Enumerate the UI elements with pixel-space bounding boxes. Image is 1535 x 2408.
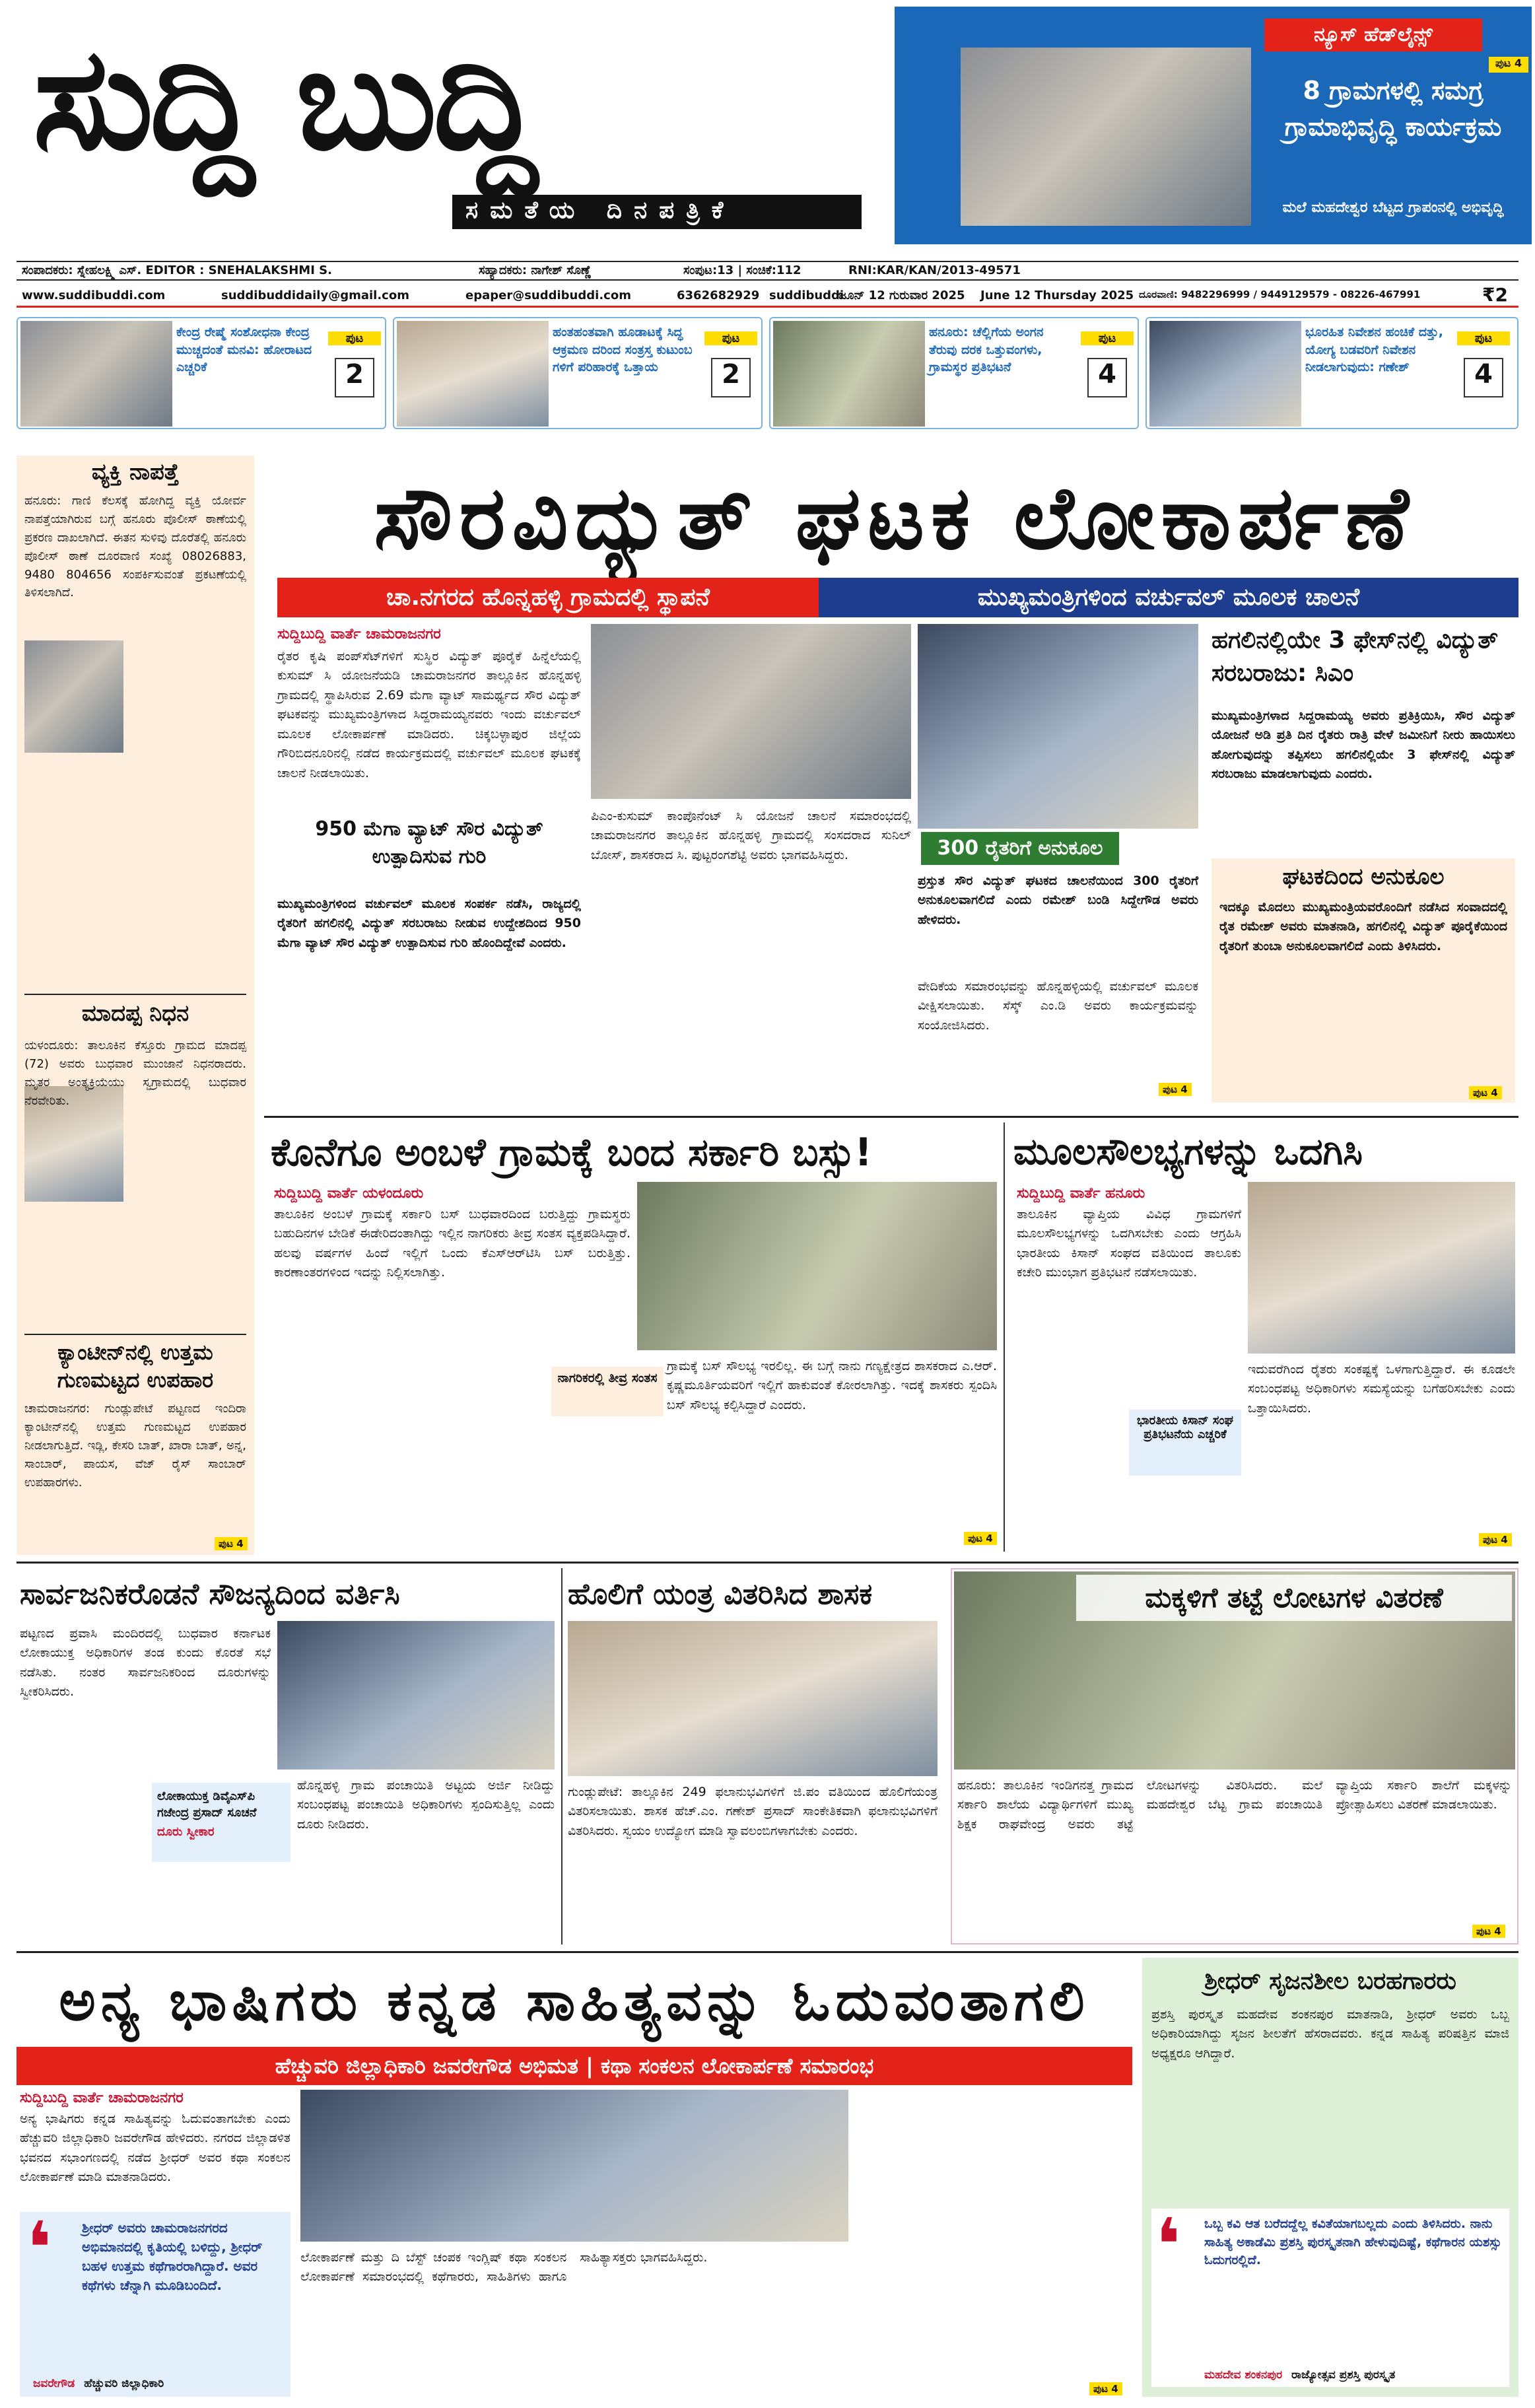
news-headline-box bbox=[895, 7, 1532, 244]
teaser-page-label: ಪುಟ bbox=[1081, 331, 1134, 345]
bottom-red-strap: ಹೆಚ್ಚುವರಿ ಜಿಲ್ಲಾಧಿಕಾರಿ ಜವರೇಗೌಡ ಅಭಿಮತ | ಕಥಾ ಸಂಕಲನ ಲೋಕಾರ್ಪಣೆ ಸಮಾರಂಭ bbox=[17, 2047, 1132, 2085]
amenities-headline: ಮೂಲಸೌಲಭ್ಯಗಳನ್ನು ಒದಗಿಸಿ bbox=[1013, 1130, 1363, 1173]
tools-body: ಗುಂಡ್ಲುಪೇಟೆ: ತಾಲ್ಲೂಕಿನ 249 ಫಲಾನುಭವಿಗಳಿಗೆ ಜಿ.ಪಂ ವತಿಯಿಂದ ಹೊಲಿಗೆಯಂತ್ರ ವಿತರಿಸಲಾಯಿತು. ಶಾಸಕ ಹೆಚ್.ಎಂ. ಗಣೇಶ್ ಪ್ರಸಾದ್ ಸಾಂಕೇತಿಕವಾಗಿ ಫಲಾನುಭವಿಗಳಿಗೆ ವಿತರಿಸಿದರು. ಸ್ವಯಂ ಉದ್ಯೋಗ ಮಾಡಿ ಸ್ವಾವಲಂಬಿಗಳಾಗಬೇಕು ಎಂದರು. bbox=[568, 1785, 938, 1838]
teaser-text: ಹನೂರು: ಚೆಲ್ಲಿಗೆಯ ಅಂಗನ ತೆರುವು ದರಕ ಒತ್ತುವಂಗಳು, ಗ್ರಾಮಸ್ಥರ ಪ್ರತಿಭಟನೆ bbox=[929, 325, 1044, 375]
co-editor-line: ಸಹ್ಯಾದಕರು: ನಾಗೇಶ್ ಸೊಣ್ಣೆ bbox=[479, 263, 592, 277]
bottom-photo bbox=[300, 2090, 848, 2242]
plates-headline: ಮಕ್ಕಳಿಗೆ ತಟ್ಟೆ ಲೋಟಗಳ ವಿತರಣೆ bbox=[1076, 1575, 1512, 1621]
teaser-page-number: 4 bbox=[1087, 358, 1127, 397]
website-link[interactable]: www.suddibuddi.com bbox=[22, 289, 166, 302]
page-tag: ಪುಟ 4 bbox=[1159, 1083, 1192, 1096]
teaser-page-label: ಪುಟ bbox=[1457, 331, 1510, 345]
courtesy-body: ಪಟ್ಟಣದ ಪ್ರವಾಸಿ ಮಂದಿರದಲ್ಲಿ ಬುಧವಾರ ಕರ್ನಾಟಕ ಲೋಕಾಯುಕ್ತ ಅಧಿಕಾರಿಗಳ ತಂಡ ಕುಂದು ಕೊರತೆ ಸಭೆ ನಡೆಸಿತು. ನಂತರ ಸಾರ್ವಜನಿಕರಿಂದ ದೂರುಗಳನ್ನು ಸ್ವೀಕರಿಸಿದರು. bbox=[20, 1626, 271, 1700]
bottom-body: ಅನ್ಯ ಭಾಷಿಗರು ಕನ್ನಡ ಸಾಹಿತ್ಯವನ್ನು ಓದುವಂತಾಗಬೇಕು ಎಂದು ಹೆಚ್ಚುವರಿ ಜಿಲ್ಲಾಧಿಕಾರಿ ಜವರೇಗೌಡ ಹೇಳಿದರು. ನಗರದ ಜಿಲ್ಲಾಡಳಿತ ಭವನದ ಸಭಾಂಗಣದಲ್ಲಿ ನಡೆದ ಶ್ರೀಧರ್ ಅವರ ಕಥಾ ಸಂಕಲನ ಲೋಕಾರ್ಪಣೆ ಮಾಡಿ ಮಾತನಾಡಿದರು. bbox=[20, 2112, 290, 2185]
tools-photo bbox=[568, 1621, 938, 1776]
obit-body: ಯಳಂದೂರು: ತಾಲೂಕಿನ ಕೆಸ್ತೂರು ಗ್ರಾಮದ ಮಾದಪ್ಪ (72) ಅವರು ಬುಧವಾರ ಮುಂಜಾನೆ ನಿಧನರಾದರು. ಮೃತರ ಅಂತ್ಯಕ್ರಿಯೆಯು ಸ್ವಗ್ರಾಮದಲ್ಲಿ ಬುಧವಾರ ನೆರವೇರಿತು. bbox=[24, 1039, 246, 1108]
bottom-quote-box bbox=[20, 2206, 290, 2397]
missing-person-photo bbox=[24, 640, 123, 753]
editor-info-bar bbox=[17, 261, 1518, 281]
quote-mark-icon: ❛ bbox=[26, 2206, 52, 2290]
bottom-body-2: ಲೋಕಾರ್ಪಣೆ ಮತ್ತು ದಿ ಬೆಸ್ಟ್ ಚಂಪಕ ಇಂಗ್ಲಿಷ್ ಕಥಾ ಸಂಕಲನ ಲೋಕಾರ್ಪಣೆ ಸಮಾರಂಭದಲ್ಲಿ ಕಥೆಗಾರರು, ಸಾಹಿತಿಗಳು ಹಾಗೂ ಸಾಹಿತ್ಯಾಸಕ್ತರು ಭಾಗವಹಿಸಿದ್ದರು. bbox=[300, 2250, 708, 2285]
section-divider bbox=[264, 1116, 1518, 1118]
teaser-photo bbox=[1149, 321, 1301, 427]
divider bbox=[24, 1334, 246, 1335]
bus-body: ತಾಲೂಕಿನ ಅಂಬಳೆ ಗ್ರಾಮಕ್ಕೆ ಸರ್ಕಾರಿ ಬಸ್ ಬುಧವಾರದಿಂದ ಬರುತ್ತಿದ್ದು ಗ್ರಾಮಸ್ಥರು ಬಹುದಿನಗಳ ಬೇಡಿಕೆ ಈಡೇರಿದಂತಾಗಿದ್ದು ಇಲ್ಲಿನ ನಾಗರಿಕರು ತೀವ್ರ ಸಂತಸ ವ್ಯಕ್ತಪಡಿಸಿದ್ದಾರೆ. ಹಲವು ವರ್ಷಗಳ ಹಿಂದೆ ಇಲ್ಲಿಗೆ ಒಂದು ಕೆಎಸ್‌ಆರ್‌ಟಿಸಿ ಬಸ್ ಬರುತ್ತಿತ್ತು. ಕಾರಣಾಂತರಗಳಿಂದ ಇದನ್ನು ನಿಲ್ಲಿಸಲಾಗಿತ್ತು. bbox=[274, 1207, 631, 1280]
column-rule bbox=[1004, 1122, 1005, 1552]
lead-blue-strap: ಮುಖ್ಯಮಂತ್ರಿಗಳಿಂದ ವರ್ಚುವಲ್ ಮೂಲಕ ಚಾಲನೆ bbox=[819, 578, 1518, 617]
teaser-text: ಹಂತಹಂತವಾಗಿ ಹೂಡಾಟಕ್ಕೆ ಸಿದ್ಧ ಆಕ್ರಮಣ ದರಿಂದ ಸಂತ್ರಸ್ತ ಕುಟುಂಬ ಗಳಿಗೆ ಪರಿಹಾರಕ್ಕೆ ಒತ್ತಾಯ bbox=[553, 325, 693, 375]
missing-body: ಹನೂರು: ಗಾಣಿ ಕೆಲಸಕ್ಕೆ ಹೋಗಿದ್ದ ವ್ಯಕ್ತಿ ಯೋರ್ವ ನಾಪತ್ತೆಯಾಗಿರುವ ಬಗ್ಗೆ ಹನೂರು ಪೊಲೀಸ್ ಠಾಣೆಯಲ್ಲಿ ಪ್ರಕರಣ ದಾಖಲಾಗಿದೆ. ಈತನ ಸುಳಿವು ದೊರೆತಲ್ಲಿ ಹನೂರು ಪೊಲೀಸ್ ಠಾಣೆ ದೂರವಾಣಿ ಸಂಖ್ಯೆ 08026883, 9480 804656 ಸಂಪರ್ಕಿಸುವಂತೆ ಪ್ರಕಟಣೆಯಲ್ಲಿ ತಿಳಿಸಲಾಗಿದೆ. bbox=[24, 494, 246, 600]
divider bbox=[24, 994, 246, 995]
missing-body-cont bbox=[129, 644, 248, 756]
news-headline-photo bbox=[961, 48, 1251, 226]
teaser-photo bbox=[773, 321, 925, 427]
bus-body-2: ಗ್ರಾಮಕ್ಕೆ ಬಸ್ ಸೌಲಭ್ಯ ಇರಲಿಲ್ಲ. ಈ ಬಗ್ಗೆ ನಾನು ಗಣ್ಯಕ್ಷೇತ್ರದ ಶಾಸಕರಾದ ಎ.ಆರ್. ಕೃಷ್ಣಮೂರ್ತಿಯವರಿಗೆ ಇಲ್ಲಿಗೆ ಹಾಕುವಂತೆ ಕೋರಲಾಗಿತ್ತು. ಇದಕ್ಕೆ ಶಾಸಕರು ಸ್ಪಂದಿಸಿ ಬಸ್ ಸೌಲಭ್ಯ ಕಲ್ಪಿಸಿದ್ದಾರೆ ಎಂದರು. bbox=[667, 1359, 997, 1412]
side-subhead: ಘಟಕದಿಂದ ಅನುಕೂಲ bbox=[1282, 864, 1445, 890]
lead-red-strap: ಚಾ.ನಗರದ ಹೊನ್ನಹಳ್ಳಿ ಗ್ರಾಮದಲ್ಲಿ ಸ್ಥಾಪನೆ bbox=[277, 578, 819, 617]
page-tag: ಪುಟ 4 bbox=[964, 1532, 997, 1545]
side-box bbox=[1211, 858, 1515, 1103]
news-headlines-label: ನ್ಯೂಸ್ ಹೆಡ್‌ಲೈನ್ಸ್ bbox=[1264, 18, 1482, 52]
page-tag: ಪುಟ 4 bbox=[1479, 1533, 1512, 1546]
section-divider bbox=[17, 1951, 1518, 1953]
lead-photo-2 bbox=[918, 624, 1198, 829]
news-headline-page-tag: ಪುಟ 4 bbox=[1489, 57, 1528, 73]
masthead-logo: ಸುದ್ದಿ ಬುದ್ದಿ bbox=[33, 16, 534, 182]
news-headline-title: 8 ಗ್ರಾಮಗಳಲ್ಲಿ ಸಮಗ್ರ ಗ್ರಾಮಾಭಿವೃದ್ಧಿ ಕಾರ್ಯಕ್ರಮ bbox=[1284, 76, 1502, 142]
lead-caption-body: ಪ್ರಸ್ತುತ ಸೌರ ವಿದ್ಯುತ್ ಘಟಕದ ಚಾಲನೆಯಿಂದ 300 ರೈತರಿಗೆ ಅನುಕೂಲವಾಗಲಿದೆ ಎಂದು ರಮೇಶ್ ಬಂಡಿ ಸಿದ್ದೇಗೌಡ ಅವರು ಹೇಳಿದರು. bbox=[918, 874, 1198, 927]
lead-body-3: ವೇದಿಕೆಯ ಸಮಾರಂಭವನ್ನು ಹೊನ್ನಹಳ್ಳಿಯಲ್ಲಿ ವರ್ಚುವಲ್ ಮೂಲಕ ವೀಕ್ಷಿಸಲಾಯಿತು. ಸೆಸ್ಕ್ ಎಂ.ಡಿ ಅವರು ಕಾರ್ಯಕ್ರಮವನ್ನು ಸಂಯೋಜಿಸಿದರು. bbox=[918, 979, 1198, 1033]
bottom-headline: ಅನ್ಯ ಭಾಷಿಗರು ಕನ್ನಡ ಸಾಹಿತ್ಯವನ್ನು ಓದುವಂತಾಗಲಿ bbox=[59, 1968, 1090, 2033]
editor-line: ಸಂಪಾದಕರು: ಸ್ನೇಹಲಕ್ಷ್ಮಿ ಎಸ್. EDITOR : SNEHALAKSHMI S. bbox=[22, 263, 332, 277]
canteen-body: ಚಾಮರಾಜನಗರ: ಗುಂಡ್ಲುಪೇಟೆ ಪಟ್ಟಣದ ಇಂದಿರಾ ಕ್ಯಾಂಟೀನ್‌ನಲ್ಲಿ ಉತ್ತಮ ಗುಣಮಟ್ಟದ ಉಪಹಾರ ನೀಡಲಾಗುತ್ತಿದೆ. ಇಡ್ಲಿ, ಕೇಸರಿ ಬಾತ್, ಖಾರಾ ಬಾತ್, ಅನ್ನ, ಸಾಂಬಾರ್, ಪಾಯಸ, ವೆಜ್ ರೈಸ್ ಸಾಂಬಾರ್ ಉಪಹಾರಗಳು. bbox=[24, 1402, 246, 1490]
price: ₹2 bbox=[1482, 284, 1508, 306]
rni-line: RNI:KAR/KAN/2013-49571 bbox=[848, 263, 1021, 277]
page-tag: ಪುಟ 4 bbox=[1089, 2382, 1122, 2395]
bottom-dateline: ಸುದ್ದಿಬುದ್ದಿ ವಾರ್ತೆ ಚಾಮರಾಜನಗರ bbox=[20, 2090, 184, 2106]
news-headline-sub: ಮಲೆ ಮಹದೇಶ್ವರ ಬೆಟ್ಟದ ಗ್ರಾಪಂನಲ್ಲಿ ಅಭಿವೃದ್ಧಿ bbox=[1282, 199, 1504, 216]
page-tag: ಪುಟ 4 bbox=[1469, 1086, 1502, 1099]
bus-photo bbox=[637, 1182, 997, 1350]
date-en: June 12 Thursday 2025 bbox=[980, 289, 1134, 302]
bottom-side-box bbox=[1142, 1958, 1518, 2397]
social-line: suddibuddi bbox=[769, 289, 844, 302]
masthead-tagline: ಸಮತೆಯ ದಿನಪತ್ರಿಕೆ bbox=[465, 197, 735, 224]
teaser-page-label: ಪುಟ bbox=[704, 331, 757, 345]
side-sub-body: ಇದಕ್ಕೂ ಮೊದಲು ಮುಖ್ಯಮಂತ್ರಿಯವರೊಂದಿಗೆ ನಡೆಸಿದ ಸಂವಾದದಲ್ಲಿ ರೈತ ರಮೇಶ್ ಅವರು ಮಾತನಾಡಿ, ಹಗಲಿನಲ್ಲಿ ವಿದ್ಯುತ್ ಪೂರೈಕೆಯಿಂದ ರೈತರಿಗೆ ತುಂಬಾ ಅನುಕೂಲವಾಗಲಿದೆ ಎಂದು ತಿಳಿಸಿದರು. bbox=[1219, 900, 1507, 953]
epaper-link[interactable]: epaper@suddibuddi.com bbox=[465, 289, 631, 302]
bottom-quote-author: ಜವರೇಗೌಡ bbox=[33, 2377, 75, 2390]
tools-headline: ಹೊಲಿಗೆ ಯಂತ್ರ ವಿತರಿಸಿದ ಶಾಸಕ bbox=[568, 1577, 873, 1611]
amenities-body: ತಾಲೂಕಿನ ವ್ಯಾಪ್ತಿಯ ವಿವಿಧ ಗ್ರಾಮಗಳಿಗೆ ಮೂಲಸೌಲಭ್ಯಗಳನ್ನು ಒದಗಿಸಬೇಕು ಎಂದು ಆಗ್ರಹಿಸಿ ಭಾರತೀಯ ಕಿಸಾನ್ ಸಂಘದ ವತಿಯಿಂದ ತಾಲೂಕು ಕಚೇರಿ ಮುಂಭಾಗ ಪ್ರತಿಭಟನೆ ನಡೆಸಲಾಯಿತು. bbox=[1017, 1207, 1241, 1280]
bottom-side-headline: ಶ್ರೀಧರ್ ಸೃಜನಶೀಲ ಬರಹಗಾರರು bbox=[1204, 1968, 1456, 1995]
teaser-1[interactable] bbox=[17, 317, 386, 429]
lead-subhead: 950 ಮೆಗಾ ವ್ಯಾಟ್ ಸೌರ ವಿದ್ಯುತ್ ಉತ್ಪಾದಿಸುವ ಗುರಿ bbox=[315, 817, 543, 868]
section-divider bbox=[17, 1562, 1518, 1564]
missing-title: ವ್ಯಕ್ತಿ ನಾಪತ್ತೆ bbox=[91, 459, 180, 485]
bottom-side-quote-author-role: ರಾಜ್ಯೋತ್ಸವ ಪ್ರಶಸ್ತಿ ಪುರಸ್ಕೃತ bbox=[1291, 2368, 1396, 2382]
courtesy-quote-box bbox=[152, 1783, 290, 1862]
teaser-page-number: 4 bbox=[1464, 358, 1503, 397]
side-body: ಮುಖ್ಯಮಂತ್ರಿಗಳಾದ ಸಿದ್ದರಾಮಯ್ಯ ಅವರು ಪ್ರತಿಕ್ರಿಯಿಸಿ, ಸೌರ ವಿದ್ಯುತ್ ಯೋಜನೆ ಅಡಿ ಪ್ರತಿ ದಿನ ರೈತರು ರಾತ್ರಿ ವೇಳೆ ಜಮೀನಿಗೆ ನೀರು ಹಾಯಿಸಲು ಹೋಗುವುದನ್ನು ತಪ್ಪಿಸಲು ಹಗಲಿನಲ್ಲಿಯೇ 3 ಫೇಸ್‌ನಲ್ಲಿ ವಿದ್ಯುತ್ ಸರಬರಾಜು ಮಾಡಲಾಗುವುದು ಎಂದರು. bbox=[1211, 708, 1515, 782]
amenities-quote: ಭಾರತೀಯ ಕಿಸಾನ್ ಸಂಘ ಪ್ರತಿಭಟನೆಯ ಎಚ್ಚರಿಕೆ bbox=[1129, 1410, 1241, 1476]
side-headline: ಹಗಲಿನಲ್ಲಿಯೇ 3 ಫೇಸ್‌ನಲ್ಲಿ ವಿದ್ಯುತ್ ಸರಬರಾಜು: ಸಿಎಂ bbox=[1211, 627, 1499, 687]
obit-title: ಮಾದಪ್ಪ ನಿಧನ bbox=[81, 1000, 189, 1027]
teaser-strip bbox=[17, 317, 1518, 429]
bottom-side-quote-box bbox=[1151, 2203, 1509, 2387]
lead-dateline: ಸುದ್ದಿಬುದ್ದಿ ವಾರ್ತೆ ಚಾಮರಾಜನಗರ bbox=[277, 626, 441, 642]
page-tag: ಪುಟ 4 bbox=[215, 1537, 248, 1550]
teaser-page-label: ಪುಟ bbox=[328, 331, 381, 345]
bottom-quote: ಶ್ರೀಧರ್ ಅವರು ಚಾಮರಾಜನಗರದ ಅಭಿಮಾನದಲ್ಲಿ ಕೃತಿಯಲ್ಲಿ ಬಳಿದ್ದು, ಶ್ರೀಧರ್ ಬಹಳ ಉತ್ತಮ ಕಥೆಗಾರರಾಗಿದ್ದಾರೆ. ಅವರ ಕಥೆಗಳು ಚೆನ್ನಾಗಿ ಮೂಡಿಬಂದಿದೆ. bbox=[82, 2220, 263, 2293]
amenities-body-2: ಇದುವರೆಗಿಂದ ರೈತರು ಸಂಕಷ್ಟಕ್ಕೆ ಒಳಗಾಗುತ್ತಿದ್ದಾರೆ. ಈ ಕೂಡಲೇ ಸಂಬಂಧಪಟ್ಟ ಅಧಿಕಾರಿಗಳು ಸಮಸ್ಯೆಯನ್ನು ಬಗೆಹರಿಸಬೇಕು ಎಂದು ಒತ್ತಾಯಿಸಿದರು. bbox=[1248, 1362, 1515, 1416]
contact-phones: ದೂರವಾಣಿ: 9482296999 / 9449129579 - 08226-467991 bbox=[1139, 289, 1421, 300]
bottom-quote-author-role: ಹೆಚ್ಚುವರಿ ಜಿಲ್ಲಾಧಿಕಾರಿ bbox=[84, 2377, 164, 2390]
quote-mark-icon: ❛ bbox=[1155, 2203, 1181, 2287]
courtesy-body-2: ಹೊನ್ನಹಳ್ಳಿ ಗ್ರಾಮ ಪಂಚಾಯಿತಿ ಅಟ್ಟಯ ಅರ್ಜಿ ನೀಡಿದ್ದು ಸಂಬಂಧಪಟ್ಟ ಪಂಚಾಯಿತಿ ಅಧಿಕಾರಿಗಳು ಸ್ಪಂದಿಸುತ್ತಿಲ್ಲ ಎಂದು ದೂರು ನೀಡಿದರು. bbox=[297, 1778, 555, 1832]
teaser-photo bbox=[397, 321, 549, 427]
email-link[interactable]: suddibuddidaily@gmail.com bbox=[221, 289, 409, 302]
teaser-page-number: 2 bbox=[711, 358, 751, 397]
lead-body: ರೈತರ ಕೃಷಿ ಪಂಪ್‌ಸೆಟ್‌ಗಳಿಗೆ ಸುಸ್ಥಿರ ವಿದ್ಯುತ್ ಪೂರೈಕೆ ಹಿನ್ನೆಲೆಯಲ್ಲಿ ಕುಸುಮ್ ಸಿ ಯೋಜನೆಯಡಿ ಚಾಮರಾಜನಗರ ತಾಲ್ಲೂಕಿನ ಹೊನ್ನಹಳ್ಳಿ ಗ್ರಾಮದಲ್ಲಿ ಸ್ಥಾಪಿಸಿರುವ 2.69 ಮೆಗಾ ವ್ಯಾಟ್ ಸಾಮರ್ಥ್ಯದ ಸೌರ ವಿದ್ಯುತ್ ಘಟಕವನ್ನು ಮುಖ್ಯಮಂತ್ರಿಗಳಾದ ಸಿದ್ದರಾಮಯ್ಯನವರು ಇಂದು ವರ್ಚುವಲ್ ಮೂಲಕ ಲೋಕಾರ್ಪಣೆ ಮಾಡಿದರು. ಚಿಕ್ಕಬಳ್ಳಾಪುರ ಜಿಲ್ಲೆಯ ಗೌರಿಬಿದನೂರಿನಲ್ಲಿ ನಡೆದ ಕಾರ್ಯಕ್ರಮದಲ್ಲಿ ವರ್ಚುವಲ್ ಮೂಲಕ ಘಟಕಕ್ಕೆ ಚಾಲನೆ ನೀಡಲಾಯಿತು. bbox=[277, 649, 581, 780]
amenities-photo bbox=[1248, 1182, 1515, 1354]
lead-photo-1 bbox=[591, 624, 911, 799]
phone-line: 6362682929 bbox=[677, 289, 760, 302]
issue-line: ಸಂಪುಟ:13 | ಸಂಚಿಕೆ:112 bbox=[683, 263, 802, 277]
teaser-4[interactable] bbox=[1145, 317, 1518, 429]
teaser-2[interactable] bbox=[393, 317, 763, 429]
bottom-side-quote-author: ಮಹದೇವ ಶಂಕನಪುರ bbox=[1204, 2368, 1283, 2382]
courtesy-quote-2: ದೂರು ಸ್ವೀಕಾರ bbox=[157, 1825, 215, 1840]
teaser-3[interactable] bbox=[769, 317, 1139, 429]
courtesy-headline: ಸಾರ್ವಜನಿಕರೊಡನೆ ಸೌಜನ್ಯದಿಂದ ವರ್ತಿಸಿ bbox=[20, 1577, 400, 1611]
teaser-photo bbox=[20, 321, 172, 427]
plates-body: ಹನೂರು: ತಾಲೂಕಿನ ಇಂಡಿಗನತ್ತ ಗ್ರಾಮದ ಸರ್ಕಾರಿ ಶಾಲೆಯ ವಿದ್ಯಾರ್ಥಿಗಳಿಗೆ ಮುಖ್ಯ ಶಿಕ್ಷಕ ರಾಘವೇಂದ್ರ ಅವರು ತಟ್ಟೆ ಲೋಟಗಳನ್ನು ವಿತರಿಸಿದರು. ಮಲೆ ಮಹದೇಶ್ವರ ಬೆಟ್ಟ ಗ್ರಾಮ ಪಂಚಾಯಿತಿ ವ್ಯಾಪ್ತಿಯ ಸರ್ಕಾರಿ ಶಾಲೆಗೆ ಮಕ್ಕಳನ್ನು ಪ್ರೋತ್ಸಾಹಿಸಲು ವಿತರಣೆ ಮಾಡಲಾಯಿತು. bbox=[957, 1778, 1512, 1832]
masthead bbox=[17, 7, 1522, 258]
bottom-side-quote: ಒಬ್ಬ ಕವಿ ಆತ ಬರೆದದ್ದೆಲ್ಲ ಕವಿತೆಯಾಗಬಲ್ಲದು ಎಂದು ತಿಳಿಸಿದರು. ನಾನು ಸಾಹಿತ್ಯ ಅಕಾಡೆಮಿ ಪ್ರಶಸ್ತಿ ಪುರಸ್ಕೃತನಾಗಿ ಹೇಳುವುದಿಷ್ಟೆ, ಕಥೆಗಾರನ ಯಶಸ್ಸು ಓದುಗರಲ್ಲಿದೆ. bbox=[1204, 2217, 1502, 2268]
lead-headline: ಸೌರವಿದ್ಯುತ್ ಘಟಕ ಲೋಕಾರ್ಪಣೆ bbox=[374, 467, 1416, 569]
left-column bbox=[17, 456, 254, 1555]
bottom-side-body: ಪ್ರಶಸ್ತಿ ಪುರಸ್ಕೃತ ಮಹದೇವ ಶಂಕನಪುರ ಮಾತನಾಡಿ, ಶ್ರೀಧರ್ ಅವರು ಒಬ್ಬ ಅಧಿಕಾರಿಯಾಗಿದ್ದು ಸೃಜನ ಶೀಲತೆಗೆ ಹೆಸರಾದವರು. ಕನ್ನಡ ಸಾಹಿತ್ಯ ಪರಿಷತ್ತಿನ ಮಾಜಿ ಅಧ್ಯಕ್ಷರೂ ಆಗಿದ್ದಾರೆ. bbox=[1151, 2007, 1509, 2061]
lead-photo-caption: 300 ರೈತರಿಗೆ ಅನುಕೂಲ bbox=[921, 832, 1119, 865]
lead-body-2: ಪಿಎಂ-ಕುಸುಮ್ ಕಾಂಪೊನೆಂಟ್ ಸಿ ಯೋಜನೆ ಚಾಲನೆ ಸಮಾರಂಭದಲ್ಲಿ ಚಾಮರಾಜನಗರ ತಾಲ್ಲೂಕಿನ ಹೊನ್ನಹಳ್ಳಿ ಗ್ರಾಮದಲ್ಲಿ ಸಂಸದರಾದ ಸುನಿಲ್ ಬೋಸ್, ಶಾಸಕರಾದ ಸಿ. ಪುಟ್ಟರಂಗಶೆಟ್ಟಿ ಅವರು ಭಾಗವಹಿಸಿದ್ದರು. bbox=[591, 809, 911, 862]
teaser-text: ಭೂರಹಿತ ನಿವೇಶನ ಹಂಚಿಕೆ ದತ್ತು, ಯೋಗ್ಯ ಬಡವರಿಗೆ ನಿವೇಶನ ನೀಡಲಾಗುವುದು: ಗಣೇಶ್ bbox=[1305, 325, 1443, 375]
bus-headline: ಕೊನೆಗೂ ಅಂಬಳೆ ಗ್ರಾಮಕ್ಕೆ ಬಂದ ಸರ್ಕಾರಿ ಬಸ್ಸು! bbox=[271, 1130, 872, 1175]
teaser-page-number: 2 bbox=[335, 358, 374, 397]
courtesy-quote: ಲೋಕಾಯುಕ್ತ ಡಿವೈಎಸ್‌ಪಿ ಗಜೇಂದ್ರ ಪ್ರಸಾದ್ ಸೂಚನೆ bbox=[157, 1789, 257, 1820]
contact-bar bbox=[17, 285, 1518, 308]
canteen-title: ಕ್ಯಾಂಟೀನ್‌ನಲ್ಲಿ ಉತ್ತಮ ಗುಣಮಟ್ಟದ ಉಪಹಾರ bbox=[57, 1340, 214, 1393]
lead-sub-body: ಮುಖ್ಯಮಂತ್ರಿಗಳಿಂದ ವರ್ಚುವಲ್ ಮೂಲಕ ಸಂಪರ್ಕ ನಡೆಸಿ, ರಾಜ್ಯದಲ್ಲಿ ರೈತರಿಗೆ ಹಗಲಿನಲ್ಲಿ ವಿದ್ಯುತ್ ಸರಬರಾಜು ನೀಡುವ ಉದ್ದೇಶದಿಂದ 950 ಮೆಗಾ ವ್ಯಾಟ್ ಸೌರ ವಿದ್ಯುತ್ ಉತ್ಪಾದಿಸುವ ಗುರಿ ಹೊಂದಿದ್ದೇವೆ ಎಂದರು. bbox=[277, 897, 581, 950]
column-rule bbox=[561, 1568, 563, 1944]
bus-quote: ನಾಗರಿಕರಲ್ಲಿ ತೀವ್ರ ಸಂತಸ bbox=[551, 1367, 664, 1416]
page-tag: ಪುಟ 4 bbox=[1472, 1925, 1505, 1938]
courtesy-photo bbox=[277, 1621, 555, 1770]
date-kn: ಜೂನ್ 12 ಗುರುವಾರ 2025 bbox=[838, 289, 965, 302]
bus-dateline: ಸುದ್ದಿಬುದ್ದಿ ವಾರ್ತೆ ಯಳಂದೂರು bbox=[274, 1185, 424, 1202]
amenities-dateline: ಸುದ್ದಿಬುದ್ದಿ ವಾರ್ತೆ ಹನೂರು bbox=[1017, 1185, 1145, 1202]
teaser-text: ಕೇಂದ್ರ ರೇಷ್ಮೆ ಸಂಶೋಧನಾ ಕೇಂದ್ರ ಮುಚ್ಚದಂತೆ ಮನವಿ: ಹೋರಾಟದ ಎಚ್ಚರಿಕೆ bbox=[176, 325, 312, 375]
